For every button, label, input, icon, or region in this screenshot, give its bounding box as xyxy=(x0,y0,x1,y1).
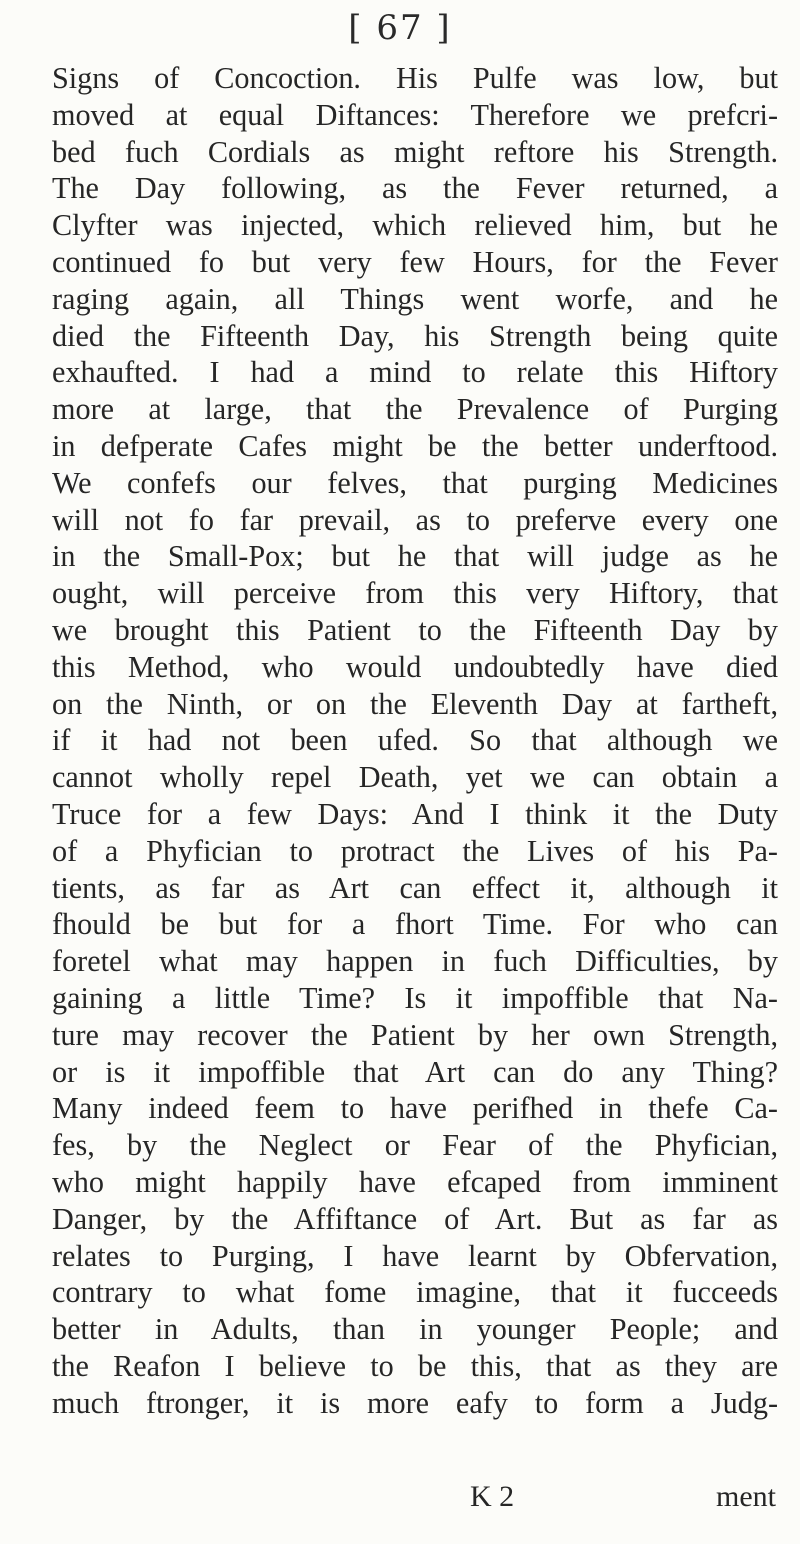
text-line: if it had not been ufed. So that although we xyxy=(52,723,778,758)
signature-mark: K 2 xyxy=(470,1480,515,1513)
body-text xyxy=(52,60,778,1421)
text-line: We confefs our felves, that purging Medicines xyxy=(52,465,778,500)
page-number: [ 67 ] xyxy=(348,8,452,48)
text-line: Many indeed feem to have perifhed in thefe Ca- xyxy=(52,1091,778,1126)
text-line: Signs of Concoction. His Pulfe was low, but xyxy=(52,61,778,95)
text-line: the Reafon I believe to be this, that as they are xyxy=(52,1348,778,1383)
text-line: exhaufted. I had a mind to relate this Hiftory xyxy=(52,355,778,390)
text-line: bed fuch Cordials as might reftore his Strength. xyxy=(52,134,778,169)
text-line: much ftronger, it is more eafy to form a Judg- xyxy=(52,1385,778,1420)
text-line: or is it impoffible that Art can do any Thing? xyxy=(52,1054,778,1089)
text-line: better in Adults, than in younger People; and xyxy=(52,1312,778,1347)
text-line: gaining a little Time? Is it impoffible that Na- xyxy=(52,980,778,1015)
text-line: will not fo far prevail, as to preferve every one xyxy=(52,502,778,537)
text-line: on the Ninth, or on the Eleventh Day at fartheft, xyxy=(52,686,778,721)
catchword: ment xyxy=(716,1480,776,1513)
text-line: who might happily have efcaped from imminent xyxy=(52,1164,778,1199)
text-line: Danger, by the Affiftance of Art. But as far as xyxy=(52,1201,778,1236)
text-line: contrary to what fome imagine, that it fucceeds xyxy=(52,1275,778,1310)
text-line: fhould be but for a fhort Time. For who can xyxy=(52,907,778,942)
text-line: fes, by the Neglect or Fear of the Phyfician, xyxy=(52,1128,778,1163)
text-line: cannot wholly repel Death, yet we can obtain a xyxy=(52,760,778,795)
text-line: in defperate Cafes might be the better underftood. xyxy=(52,428,778,463)
text-line: in the Small-Pox; but he that will judge as he xyxy=(52,539,778,574)
text-line: ought, will perceive from this very Hiftory, that xyxy=(52,576,778,611)
text-line: more at large, that the Prevalence of Purging xyxy=(52,392,778,427)
text-line: of a Phyfician to protract the Lives of his Pa- xyxy=(52,833,778,868)
text-line: foretel what may happen in fuch Difficulties, by xyxy=(52,944,778,979)
text-line: moved at equal Diftances: Therefore we prefcri- xyxy=(52,97,778,132)
text-line: we brought this Patient to the Fifteenth Day by xyxy=(52,612,778,647)
text-line: relates to Purging, I have learnt by Obfervation, xyxy=(52,1238,778,1273)
text-line: this Method, who would undoubtedly have died xyxy=(52,649,778,684)
text-line: tients, as far as Art can effect it, although it xyxy=(52,870,778,905)
text-line: ture may recover the Patient by her own Strength, xyxy=(52,1017,778,1052)
text-line: The Day following, as the Fever returned, a xyxy=(52,171,778,206)
text-line: Truce for a few Days: And I think it the Duty xyxy=(52,796,778,831)
text-line: raging again, all Things went worfe, and he xyxy=(52,281,778,316)
text-line: Clyfter was injected, which relieved him, but he xyxy=(52,208,778,243)
text-line: continued fo but very few Hours, for the Fever xyxy=(52,244,778,279)
text-line: died the Fifteenth Day, his Strength being quite xyxy=(52,318,778,353)
